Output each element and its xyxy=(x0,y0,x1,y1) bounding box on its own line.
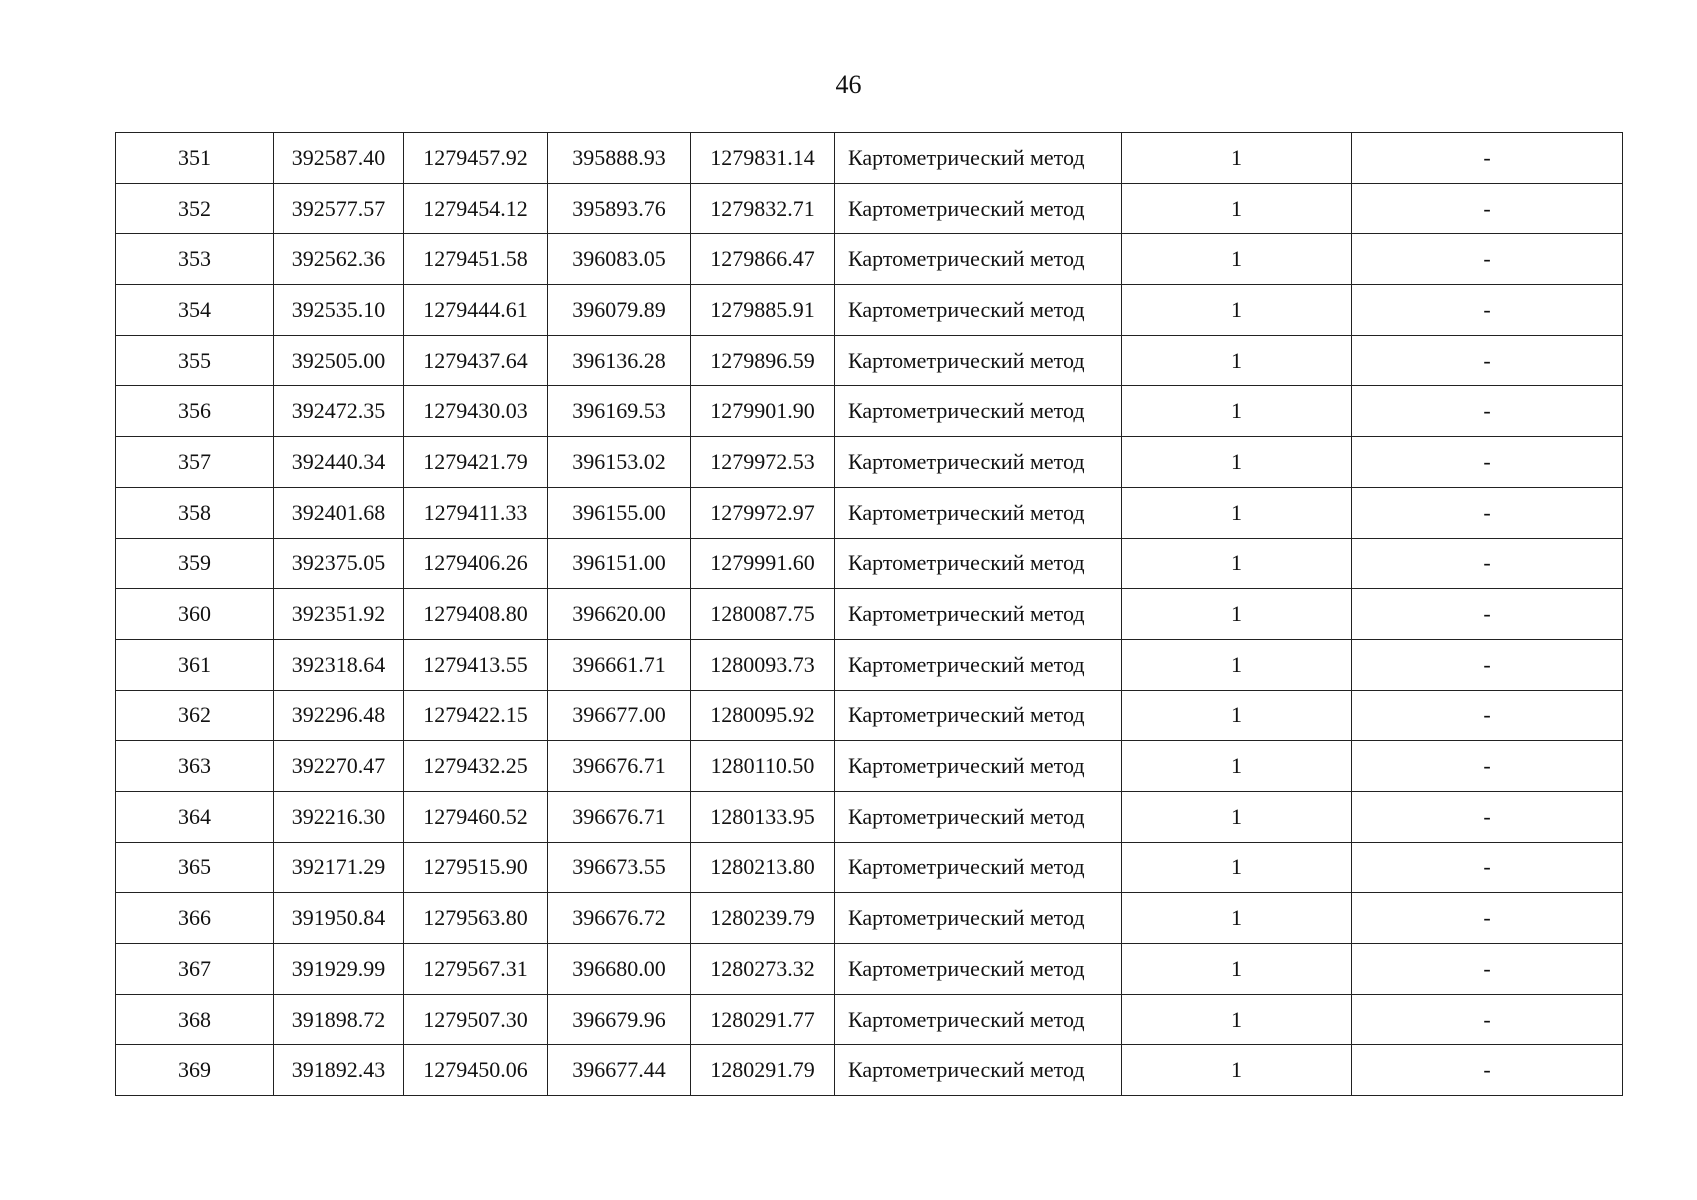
x-coordinate-cell: 391929.99 xyxy=(274,944,404,995)
x-coordinate-2-cell: 396155.00 xyxy=(548,487,691,538)
x-coordinate-2-cell: 396677.44 xyxy=(548,1045,691,1096)
method-cell: Картометрический метод xyxy=(835,842,1122,893)
point-number-cell: 369 xyxy=(116,1045,274,1096)
x-coordinate-2-cell: 396151.00 xyxy=(548,538,691,589)
method-cell: Картометрический метод xyxy=(835,386,1122,437)
x-coordinate-cell: 392375.05 xyxy=(274,538,404,589)
page-number: 46 xyxy=(835,70,862,99)
x-coordinate-2-cell: 396083.05 xyxy=(548,234,691,285)
y-coordinate-cell: 1279457.92 xyxy=(404,133,548,184)
table-row xyxy=(116,589,1623,640)
method-cell: Картометрический метод xyxy=(835,690,1122,741)
method-cell: Картометрический метод xyxy=(835,437,1122,488)
point-number-cell: 352 xyxy=(116,183,274,234)
x-coordinate-cell: 391898.72 xyxy=(274,994,404,1045)
accuracy-cell: 1 xyxy=(1122,944,1352,995)
note-cell: - xyxy=(1352,842,1623,893)
accuracy-cell: 1 xyxy=(1122,437,1352,488)
note-cell: - xyxy=(1352,183,1623,234)
x-coordinate-2-cell: 396079.89 xyxy=(548,285,691,336)
point-number-cell: 368 xyxy=(116,994,274,1045)
point-number-cell: 357 xyxy=(116,437,274,488)
x-coordinate-2-cell: 396676.72 xyxy=(548,893,691,944)
method-cell: Картометрический метод xyxy=(835,639,1122,690)
y-coordinate-2-cell: 1279885.91 xyxy=(691,285,835,336)
method-cell: Картометрический метод xyxy=(835,183,1122,234)
x-coordinate-2-cell: 396676.71 xyxy=(548,791,691,842)
x-coordinate-2-cell: 396153.02 xyxy=(548,437,691,488)
table-row xyxy=(116,639,1623,690)
note-cell: - xyxy=(1352,133,1623,184)
y-coordinate-2-cell: 1279901.90 xyxy=(691,386,835,437)
method-cell: Картометрический метод xyxy=(835,893,1122,944)
accuracy-cell: 1 xyxy=(1122,741,1352,792)
accuracy-cell: 1 xyxy=(1122,893,1352,944)
point-number-cell: 351 xyxy=(116,133,274,184)
y-coordinate-2-cell: 1279831.14 xyxy=(691,133,835,184)
method-cell: Картометрический метод xyxy=(835,234,1122,285)
point-number-cell: 359 xyxy=(116,538,274,589)
point-number-cell: 366 xyxy=(116,893,274,944)
x-coordinate-cell: 392577.57 xyxy=(274,183,404,234)
accuracy-cell: 1 xyxy=(1122,690,1352,741)
table-row xyxy=(116,690,1623,741)
x-coordinate-cell: 392440.34 xyxy=(274,437,404,488)
accuracy-cell: 1 xyxy=(1122,133,1352,184)
table-row xyxy=(116,234,1623,285)
note-cell: - xyxy=(1352,335,1623,386)
table-row xyxy=(116,893,1623,944)
table-row xyxy=(116,335,1623,386)
y-coordinate-2-cell: 1279896.59 xyxy=(691,335,835,386)
note-cell: - xyxy=(1352,538,1623,589)
note-cell: - xyxy=(1352,386,1623,437)
y-coordinate-2-cell: 1280095.92 xyxy=(691,690,835,741)
point-number-cell: 365 xyxy=(116,842,274,893)
y-coordinate-cell: 1279406.26 xyxy=(404,538,548,589)
point-number-cell: 363 xyxy=(116,741,274,792)
y-coordinate-cell: 1279408.80 xyxy=(404,589,548,640)
x-coordinate-cell: 392472.35 xyxy=(274,386,404,437)
accuracy-cell: 1 xyxy=(1122,538,1352,589)
accuracy-cell: 1 xyxy=(1122,994,1352,1045)
y-coordinate-cell: 1279460.52 xyxy=(404,791,548,842)
note-cell: - xyxy=(1352,741,1623,792)
point-number-cell: 355 xyxy=(116,335,274,386)
y-coordinate-2-cell: 1279972.97 xyxy=(691,487,835,538)
x-coordinate-cell: 392270.47 xyxy=(274,741,404,792)
accuracy-cell: 1 xyxy=(1122,183,1352,234)
point-number-cell: 367 xyxy=(116,944,274,995)
method-cell: Картометрический метод xyxy=(835,944,1122,995)
x-coordinate-2-cell: 396661.71 xyxy=(548,639,691,690)
accuracy-cell: 1 xyxy=(1122,285,1352,336)
table-row xyxy=(116,183,1623,234)
x-coordinate-cell: 392505.00 xyxy=(274,335,404,386)
method-cell: Картометрический метод xyxy=(835,487,1122,538)
note-cell: - xyxy=(1352,944,1623,995)
method-cell: Картометрический метод xyxy=(835,335,1122,386)
point-number-cell: 361 xyxy=(116,639,274,690)
y-coordinate-2-cell: 1280239.79 xyxy=(691,893,835,944)
note-cell: - xyxy=(1352,1045,1623,1096)
accuracy-cell: 1 xyxy=(1122,386,1352,437)
point-number-cell: 354 xyxy=(116,285,274,336)
y-coordinate-cell: 1279450.06 xyxy=(404,1045,548,1096)
method-cell: Картометрический метод xyxy=(835,538,1122,589)
table-body xyxy=(116,133,1623,1096)
y-coordinate-2-cell: 1280291.79 xyxy=(691,1045,835,1096)
y-coordinate-2-cell: 1279866.47 xyxy=(691,234,835,285)
x-coordinate-cell: 391950.84 xyxy=(274,893,404,944)
point-number-cell: 362 xyxy=(116,690,274,741)
x-coordinate-2-cell: 396673.55 xyxy=(548,842,691,893)
x-coordinate-cell: 392535.10 xyxy=(274,285,404,336)
x-coordinate-cell: 392216.30 xyxy=(274,791,404,842)
table-row xyxy=(116,285,1623,336)
y-coordinate-cell: 1279437.64 xyxy=(404,335,548,386)
y-coordinate-2-cell: 1279832.71 xyxy=(691,183,835,234)
note-cell: - xyxy=(1352,234,1623,285)
note-cell: - xyxy=(1352,285,1623,336)
y-coordinate-2-cell: 1279972.53 xyxy=(691,437,835,488)
table-row xyxy=(116,538,1623,589)
x-coordinate-cell: 392401.68 xyxy=(274,487,404,538)
table-row xyxy=(116,944,1623,995)
y-coordinate-2-cell: 1279991.60 xyxy=(691,538,835,589)
x-coordinate-cell: 392318.64 xyxy=(274,639,404,690)
note-cell: - xyxy=(1352,437,1623,488)
coordinates-table xyxy=(115,132,1623,1096)
x-coordinate-cell: 392296.48 xyxy=(274,690,404,741)
x-coordinate-cell: 392562.36 xyxy=(274,234,404,285)
point-number-cell: 353 xyxy=(116,234,274,285)
table-row xyxy=(116,437,1623,488)
table-row xyxy=(116,487,1623,538)
accuracy-cell: 1 xyxy=(1122,589,1352,640)
table-row xyxy=(116,1045,1623,1096)
y-coordinate-2-cell: 1280133.95 xyxy=(691,791,835,842)
point-number-cell: 364 xyxy=(116,791,274,842)
y-coordinate-cell: 1279444.61 xyxy=(404,285,548,336)
y-coordinate-2-cell: 1280273.32 xyxy=(691,944,835,995)
accuracy-cell: 1 xyxy=(1122,842,1352,893)
method-cell: Картометрический метод xyxy=(835,133,1122,184)
note-cell: - xyxy=(1352,690,1623,741)
method-cell: Картометрический метод xyxy=(835,285,1122,336)
table-row xyxy=(116,791,1623,842)
note-cell: - xyxy=(1352,893,1623,944)
point-number-cell: 356 xyxy=(116,386,274,437)
x-coordinate-cell: 392587.40 xyxy=(274,133,404,184)
x-coordinate-2-cell: 395888.93 xyxy=(548,133,691,184)
y-coordinate-cell: 1279563.80 xyxy=(404,893,548,944)
x-coordinate-cell: 392351.92 xyxy=(274,589,404,640)
note-cell: - xyxy=(1352,791,1623,842)
y-coordinate-cell: 1279507.30 xyxy=(404,994,548,1045)
y-coordinate-cell: 1279451.58 xyxy=(404,234,548,285)
note-cell: - xyxy=(1352,589,1623,640)
method-cell: Картометрический метод xyxy=(835,1045,1122,1096)
y-coordinate-cell: 1279413.55 xyxy=(404,639,548,690)
y-coordinate-cell: 1279411.33 xyxy=(404,487,548,538)
accuracy-cell: 1 xyxy=(1122,791,1352,842)
y-coordinate-2-cell: 1280110.50 xyxy=(691,741,835,792)
method-cell: Картометрический метод xyxy=(835,994,1122,1045)
accuracy-cell: 1 xyxy=(1122,639,1352,690)
x-coordinate-2-cell: 396677.00 xyxy=(548,690,691,741)
table-row xyxy=(116,741,1623,792)
accuracy-cell: 1 xyxy=(1122,335,1352,386)
point-number-cell: 358 xyxy=(116,487,274,538)
table-row xyxy=(116,842,1623,893)
accuracy-cell: 1 xyxy=(1122,487,1352,538)
method-cell: Картометрический метод xyxy=(835,741,1122,792)
table-row xyxy=(116,133,1623,184)
note-cell: - xyxy=(1352,639,1623,690)
x-coordinate-2-cell: 396136.28 xyxy=(548,335,691,386)
y-coordinate-cell: 1279422.15 xyxy=(404,690,548,741)
x-coordinate-2-cell: 396620.00 xyxy=(548,589,691,640)
y-coordinate-cell: 1279567.31 xyxy=(404,944,548,995)
method-cell: Картометрический метод xyxy=(835,589,1122,640)
x-coordinate-2-cell: 395893.76 xyxy=(548,183,691,234)
x-coordinate-2-cell: 396169.53 xyxy=(548,386,691,437)
y-coordinate-2-cell: 1280213.80 xyxy=(691,842,835,893)
table-row xyxy=(116,994,1623,1045)
y-coordinate-cell: 1279432.25 xyxy=(404,741,548,792)
x-coordinate-2-cell: 396676.71 xyxy=(548,741,691,792)
accuracy-cell: 1 xyxy=(1122,1045,1352,1096)
table-row xyxy=(116,386,1623,437)
note-cell: - xyxy=(1352,994,1623,1045)
y-coordinate-cell: 1279430.03 xyxy=(404,386,548,437)
note-cell: - xyxy=(1352,487,1623,538)
point-number-cell: 360 xyxy=(116,589,274,640)
x-coordinate-cell: 391892.43 xyxy=(274,1045,404,1096)
y-coordinate-cell: 1279421.79 xyxy=(404,437,548,488)
y-coordinate-2-cell: 1280093.73 xyxy=(691,639,835,690)
method-cell: Картометрический метод xyxy=(835,791,1122,842)
x-coordinate-cell: 392171.29 xyxy=(274,842,404,893)
y-coordinate-cell: 1279454.12 xyxy=(404,183,548,234)
y-coordinate-2-cell: 1280291.77 xyxy=(691,994,835,1045)
y-coordinate-cell: 1279515.90 xyxy=(404,842,548,893)
accuracy-cell: 1 xyxy=(1122,234,1352,285)
y-coordinate-2-cell: 1280087.75 xyxy=(691,589,835,640)
x-coordinate-2-cell: 396680.00 xyxy=(548,944,691,995)
x-coordinate-2-cell: 396679.96 xyxy=(548,994,691,1045)
